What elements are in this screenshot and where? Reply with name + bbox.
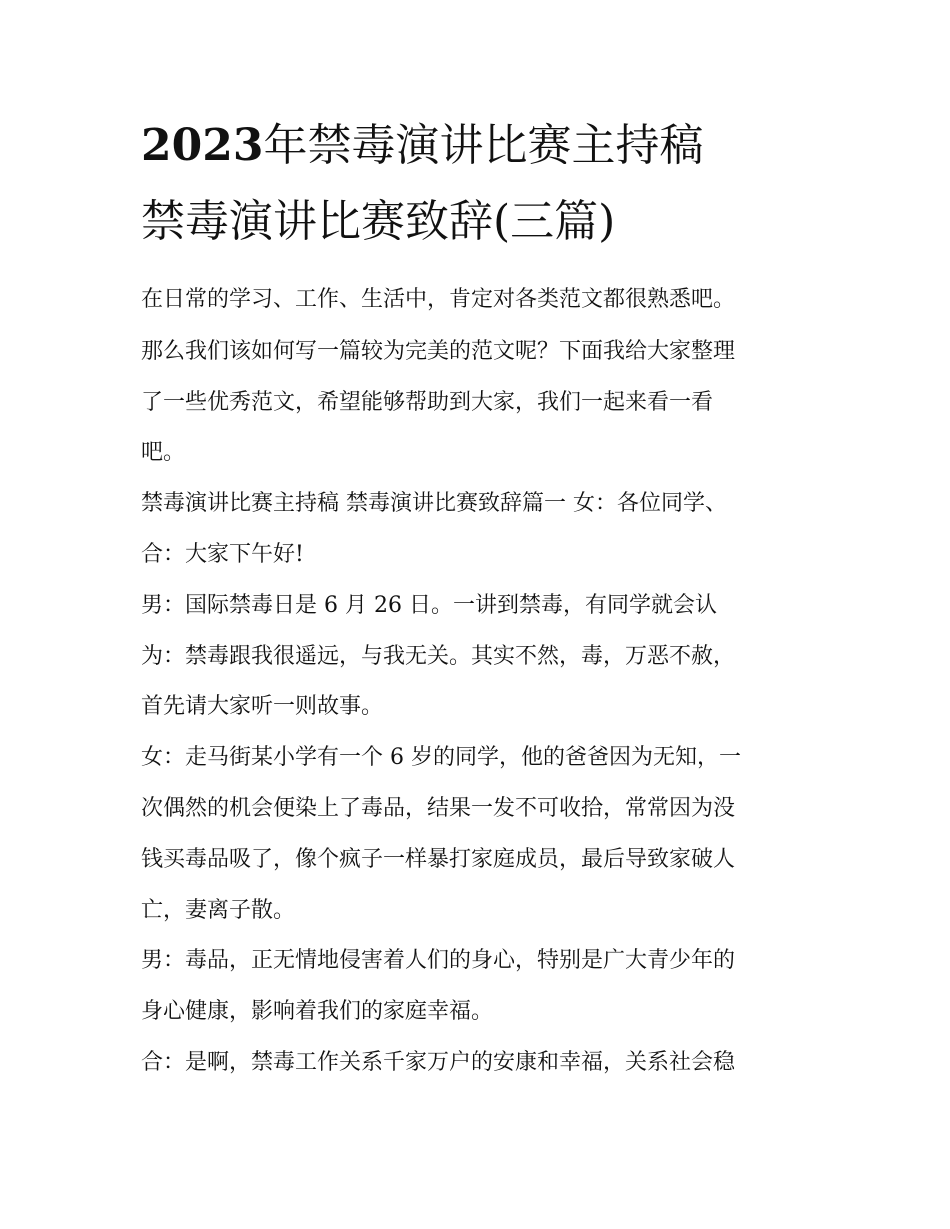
body-line: 首先请大家听一则故事。 bbox=[141, 694, 384, 719]
body-line: 那么我们该如何写一篇较为完美的范文呢？下面我给大家整理 bbox=[141, 339, 736, 364]
body-line: 次偶然的机会便染上了毒品，结果一发不可收拾，常常因为没 bbox=[141, 796, 736, 821]
body-line: 女：走马街某小学有一个 6 岁的同学，他的爸爸因为无知，一 bbox=[141, 745, 741, 770]
body-line: 身心健康，影响着我们的家庭幸福。 bbox=[141, 999, 494, 1024]
body-line: 在日常的学习、工作、生活中，肯定对各类范文都很熟悉吧。 bbox=[141, 287, 736, 312]
body-line: 吧。 bbox=[141, 440, 186, 465]
body-line: 男：国际禁毒日是 6 月 26 日。一讲到禁毒，有同学就会认 bbox=[141, 593, 717, 618]
body-line: 男：毒品，正无情地侵害着人们的身心，特别是广大青少年的 bbox=[141, 948, 736, 973]
body-line: 钱买毒品吸了，像个疯子一样暴打家庭成员，最后导致家破人 bbox=[141, 847, 736, 872]
body-line: 禁毒演讲比赛主持稿 禁毒演讲比赛致辞篇一 女：各位同学、 bbox=[141, 491, 727, 516]
document-title-line-2: 禁毒演讲比赛致辞(三篇) bbox=[141, 196, 616, 247]
title-line-1-text: 年禁毒演讲比赛主持稿 bbox=[263, 120, 704, 171]
body-line: 为：禁毒跟我很遥远，与我无关。其实不然，毒，万恶不赦， bbox=[141, 644, 736, 669]
document-title-line-1 bbox=[141, 118, 861, 174]
body-line: 合：大家下午好! bbox=[141, 542, 304, 567]
body-line: 合：是啊，禁毒工作关系千家万户的安康和幸福，关系社会稳 bbox=[141, 1050, 736, 1075]
title-year: 2023 bbox=[141, 120, 264, 171]
body-line: 了一些优秀范文，希望能够帮助到大家，我们一起来看一看 bbox=[141, 390, 714, 415]
body-line: 亡，妻离子散。 bbox=[141, 898, 296, 923]
